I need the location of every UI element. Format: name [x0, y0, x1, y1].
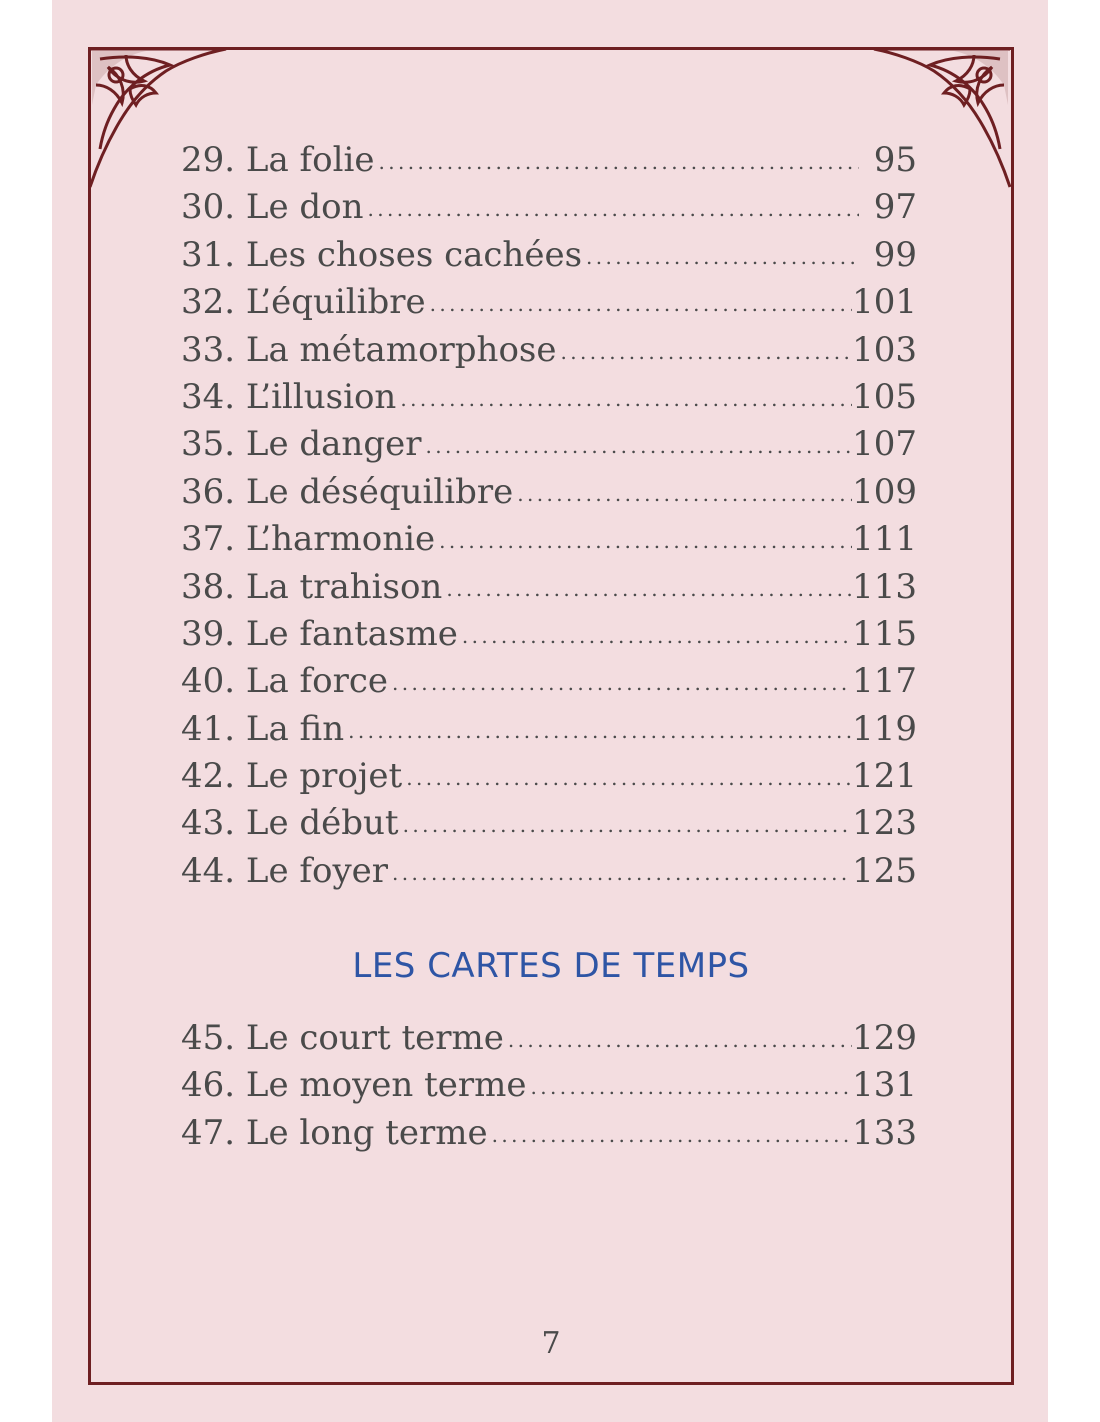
toc-entry-page: 97 — [873, 187, 917, 228]
dot-leader — [430, 292, 852, 316]
toc-entry[interactable] — [181, 1113, 917, 1160]
toc-entry-label: 33. La métamorphose — [181, 329, 557, 370]
dot-leader — [378, 150, 859, 174]
toc-entry-label: 37. L’harmonie — [181, 519, 436, 560]
toc-entry-page: 121 — [852, 756, 917, 797]
toc-entry[interactable] — [181, 282, 917, 329]
toc-entry-page: 123 — [852, 803, 917, 844]
toc-entry[interactable] — [181, 377, 917, 424]
dot-leader — [492, 1123, 852, 1147]
toc-entry-page: 113 — [852, 566, 917, 607]
dot-leader — [439, 529, 852, 553]
toc-entry-label: 42. Le projet — [181, 756, 403, 797]
toc-entry-page: 101 — [852, 282, 917, 323]
toc-entry-label: 41. La fin — [181, 708, 345, 749]
toc-entry[interactable] — [181, 330, 917, 377]
dot-leader — [531, 1075, 853, 1099]
toc-entry-label: 40. La force — [181, 661, 389, 702]
toc-entry[interactable] — [181, 1065, 917, 1112]
toc-entry-label: 45. Le court terme — [181, 1018, 504, 1058]
toc-entry-label: 29. La folie — [181, 140, 375, 180]
toc-entry[interactable] — [181, 187, 917, 234]
toc-entry[interactable] — [181, 709, 917, 756]
toc-entry-label: 47. Le long terme — [181, 1112, 488, 1153]
toc-entry[interactable] — [181, 614, 917, 661]
toc-entry-label: 43. Le début — [181, 803, 399, 844]
table-of-contents-time-cards — [181, 1018, 917, 1160]
toc-entry-page: 99 — [873, 234, 917, 275]
dot-leader — [425, 434, 852, 458]
dot-leader — [561, 340, 853, 364]
toc-entry-page: 105 — [852, 376, 917, 417]
toc-entry[interactable] — [181, 519, 917, 566]
dot-leader — [392, 671, 852, 695]
toc-entry-page: 119 — [852, 708, 917, 749]
toc-entry[interactable] — [181, 140, 917, 187]
toc-entry-label: 46. Le moyen terme — [181, 1065, 527, 1106]
toc-entry-page: 125 — [852, 850, 917, 891]
dot-leader — [586, 245, 859, 269]
toc-entry[interactable] — [181, 472, 917, 519]
page-number: 7 — [541, 1326, 561, 1361]
section-title: LES CARTES DE TEMPS — [352, 946, 750, 986]
dot-leader — [462, 624, 852, 648]
toc-entry-page: 111 — [852, 519, 917, 560]
dot-leader — [508, 1028, 852, 1052]
toc-entry-label: 39. Le fantasme — [181, 613, 458, 654]
dot-leader — [392, 861, 852, 885]
toc-entry[interactable] — [181, 756, 917, 803]
toc-entry-label: 38. La trahison — [181, 566, 443, 607]
toc-entry[interactable] — [181, 803, 917, 850]
toc-entry-page: 107 — [852, 424, 917, 465]
toc-entry-page: 109 — [852, 471, 917, 512]
toc-entry-page: 103 — [852, 329, 917, 370]
dot-leader — [406, 766, 852, 790]
toc-entry-label: 32. L’équilibre — [181, 282, 426, 323]
toc-entry-label: 44. Le foyer — [181, 850, 389, 891]
toc-entry[interactable] — [181, 235, 917, 282]
toc-entry[interactable] — [181, 567, 917, 614]
table-of-contents — [181, 140, 917, 898]
toc-entry-page: 95 — [873, 140, 917, 180]
toc-entry-label: 30. Le don — [181, 187, 364, 228]
toc-entry-label: 35. Le danger — [181, 424, 422, 465]
toc-entry-label: 34. L’illusion — [181, 376, 397, 417]
dot-leader — [517, 482, 852, 506]
toc-entry-page: 131 — [852, 1065, 917, 1106]
toc-entry[interactable] — [181, 661, 917, 708]
toc-entry[interactable] — [181, 424, 917, 471]
dot-leader — [348, 719, 852, 743]
dot-leader — [403, 813, 852, 837]
toc-entry[interactable] — [181, 851, 917, 898]
toc-entry-page: 115 — [852, 613, 917, 654]
toc-entry-page: 133 — [852, 1112, 917, 1153]
dot-leader — [368, 197, 859, 221]
toc-entry-page: 117 — [852, 661, 917, 702]
toc-entry-label: 36. Le déséquilibre — [181, 471, 514, 512]
toc-entry[interactable] — [181, 1018, 917, 1065]
toc-entry-page: 129 — [852, 1018, 917, 1058]
toc-entry-label: 31. Les choses cachées — [181, 234, 583, 275]
dot-leader — [446, 577, 852, 601]
dot-leader — [400, 387, 852, 411]
